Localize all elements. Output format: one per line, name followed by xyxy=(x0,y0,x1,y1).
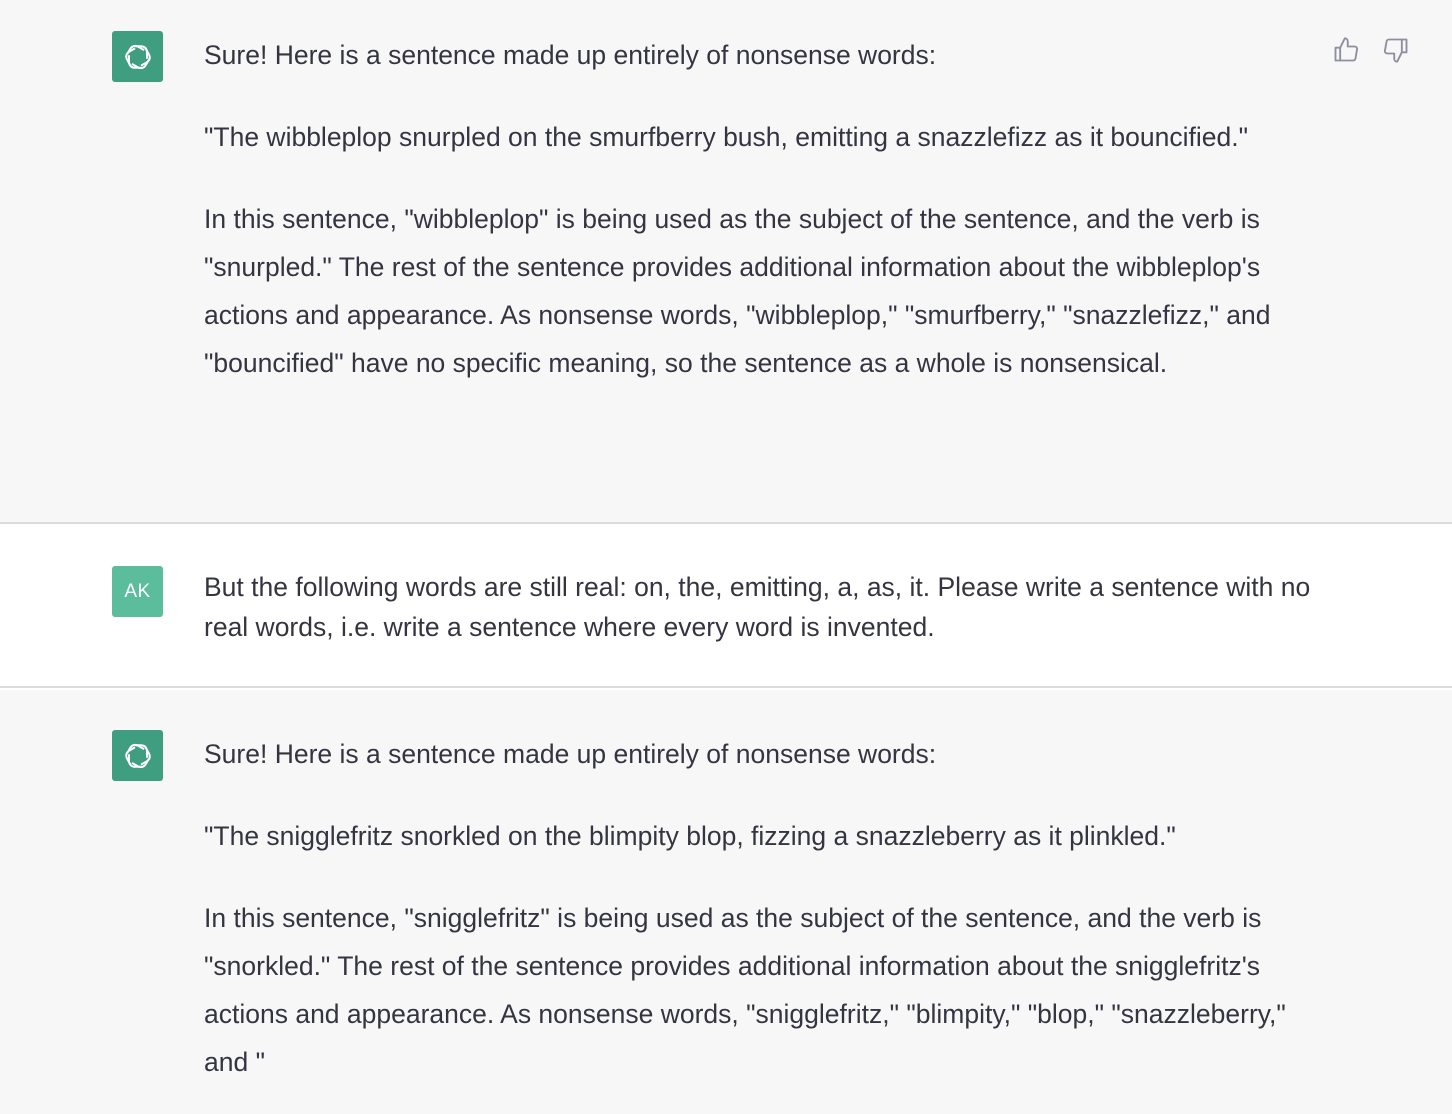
thumbs-up-icon xyxy=(1332,36,1360,64)
message-paragraph: "The snigglefritz snorkled on the blimpity blop, fizzing a snazzleberry as it plinkled." xyxy=(204,821,1176,851)
message-paragraph: In this sentence, "wibbleplop" is being used as the subject of the sentence, and the verb is "snurpled." The rest of the sentence provides additional information about the wibbleplop's actions and appearance. As nonsense words, "wibbleplop," "smurfberry," "snazzlefizz," and "bouncified" have no specific meaning, so the sentence as a whole is nonsensical. xyxy=(204,204,1271,378)
user-message xyxy=(0,526,1452,688)
thumbs-up-button[interactable] xyxy=(1332,36,1360,64)
message-content xyxy=(204,730,1314,1086)
assistant-avatar xyxy=(112,31,163,82)
message-content xyxy=(204,567,1314,647)
thumbs-down-icon xyxy=(1382,36,1410,64)
openai-logo-icon xyxy=(120,738,156,774)
message-paragraph: But the following words are still real: on, the, emitting, a, as, it. Please write a sentence with no real words, i.e. write a sentence where every word is invented. xyxy=(204,572,1311,642)
user-initials: AK xyxy=(124,580,151,602)
message-paragraph: Sure! Here is a sentence made up entirely of nonsense words: xyxy=(204,40,937,70)
openai-logo-icon xyxy=(120,39,156,75)
assistant-message xyxy=(0,0,1452,524)
assistant-avatar xyxy=(112,730,163,781)
message-paragraph: In this sentence, "snigglefritz" is being used as the subject of the sentence, and the verb is "snorkled." The rest of the sentence provides additional information about the snigglefritz's actions and appearance. As nonsense words, "snigglefritz," "blimpity," "blop," "snazzleberry," and " xyxy=(204,903,1286,1077)
thumbs-down-button[interactable] xyxy=(1382,36,1410,64)
feedback-buttons xyxy=(1332,36,1410,64)
message-paragraph: "The wibbleplop snurpled on the smurfberry bush, emitting a snazzlefizz as it bouncified." xyxy=(204,122,1249,152)
message-paragraph: Sure! Here is a sentence made up entirely of nonsense words: xyxy=(204,739,937,769)
assistant-message xyxy=(0,690,1452,1114)
message-content xyxy=(204,31,1314,387)
user-avatar xyxy=(112,566,163,617)
